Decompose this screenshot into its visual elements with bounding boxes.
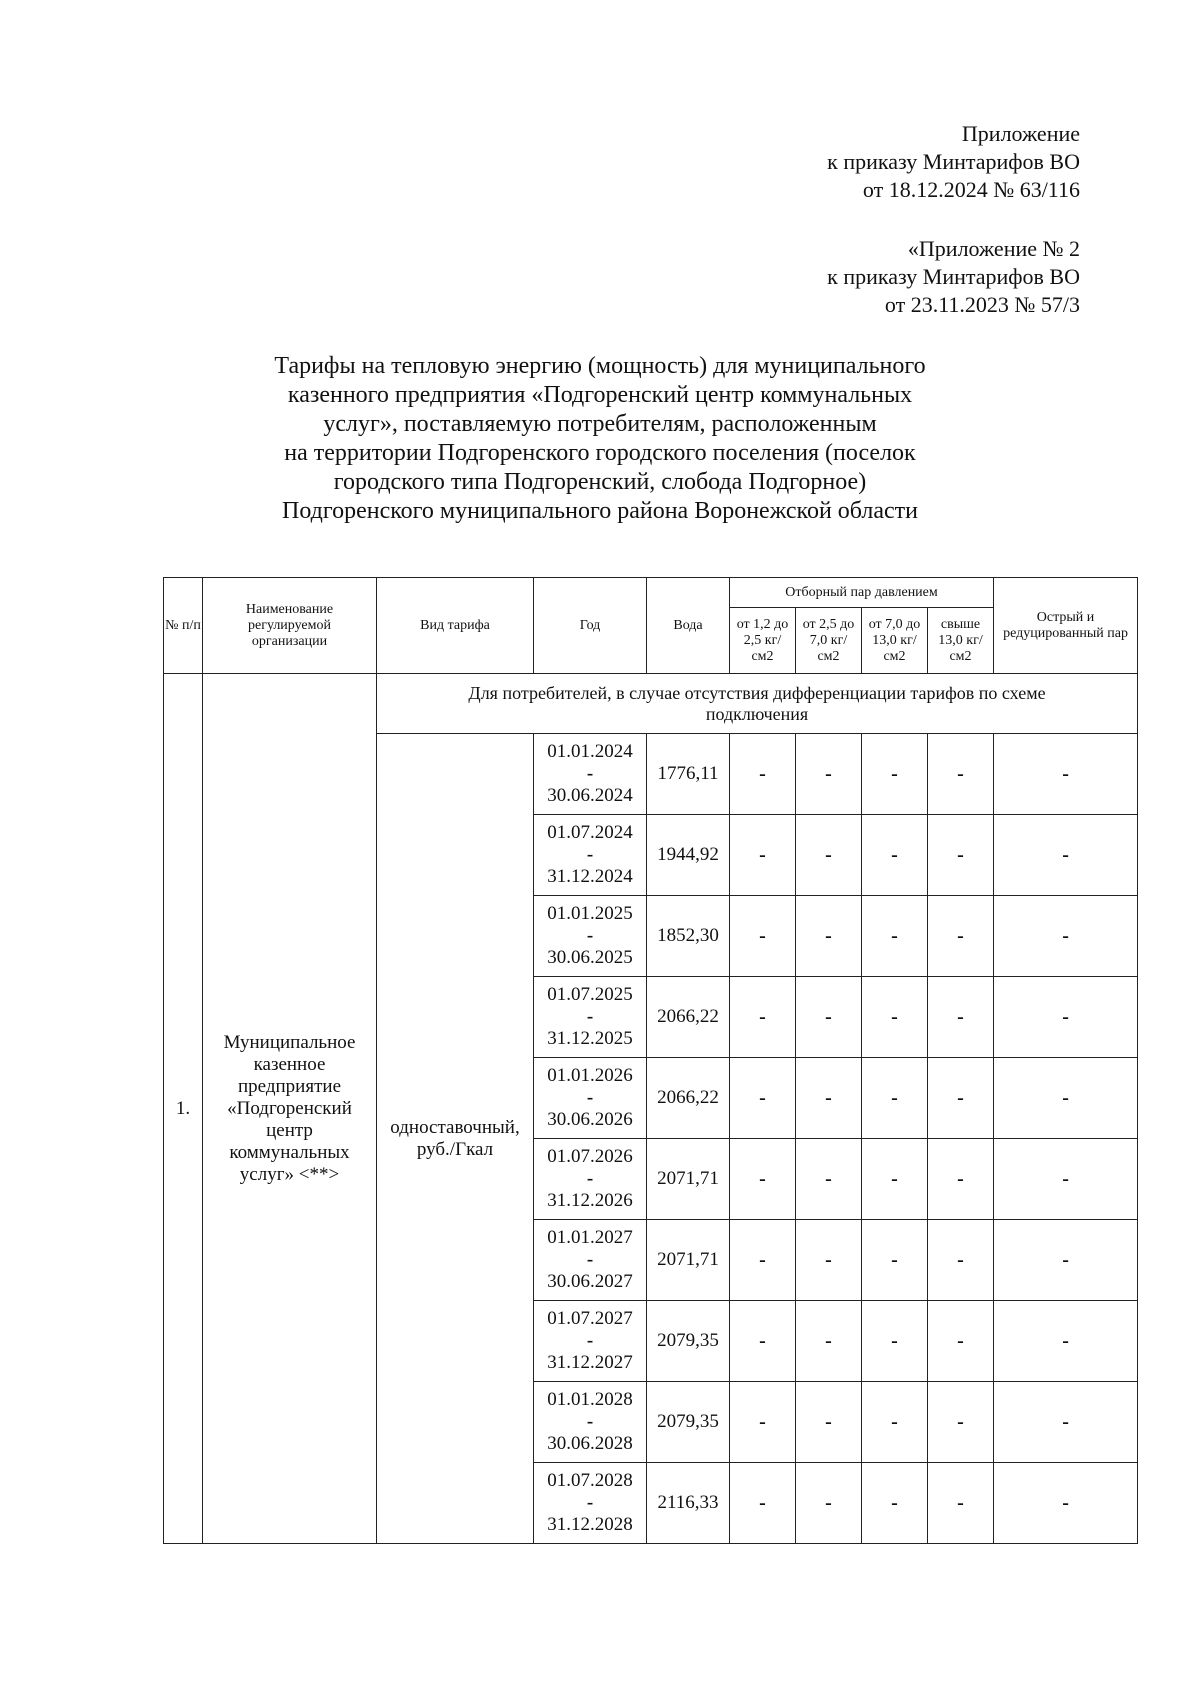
header-sharp-steam: Острый и редуцированный пар (994, 578, 1138, 674)
appendix-line: к приказу Минтарифов ВО (827, 264, 1080, 289)
steam2-tariff: - (796, 815, 862, 896)
steam1-tariff: - (730, 734, 796, 815)
steam1-tariff: - (730, 1382, 796, 1463)
water-tariff: 2071,71 (647, 1220, 730, 1301)
period-cell (534, 734, 647, 815)
header-steam-group: Отборный пар давлением (730, 578, 994, 608)
period-separator: - (586, 1249, 594, 1270)
header-year: Год (534, 578, 647, 674)
steam1-tariff: - (730, 1220, 796, 1301)
period-end: 30.06.2024 (547, 785, 633, 806)
header-steam-1: от 1,2 до 2,5 кг/см2 (730, 608, 796, 674)
sharp-tariff: - (994, 734, 1138, 815)
consumer-note: Для потребителей, в случае отсутствия дифференциации тарифов по схеме подключения (377, 674, 1138, 734)
steam4-tariff: - (928, 1220, 994, 1301)
steam3-tariff: - (862, 1220, 928, 1301)
title-line: Подгоренского муниципального района Воронежской области (281, 498, 919, 524)
period-end: 31.12.2026 (547, 1190, 633, 1211)
period-end: 30.06.2027 (547, 1271, 633, 1292)
period-end: 31.12.2027 (547, 1352, 633, 1373)
steam3-tariff: - (862, 1139, 928, 1220)
steam4-tariff: - (928, 734, 994, 815)
period-end: 31.12.2028 (547, 1514, 633, 1535)
appendix-line: Приложение (961, 121, 1080, 146)
original-appendix-reference (827, 235, 1080, 319)
period-cell (534, 1220, 647, 1301)
period-end: 30.06.2028 (547, 1433, 633, 1454)
steam3-tariff: - (862, 1382, 928, 1463)
steam1-tariff: - (730, 1463, 796, 1544)
period-start: 01.07.2027 (547, 1308, 633, 1329)
sharp-tariff: - (994, 1301, 1138, 1382)
water-tariff: 2116,33 (647, 1463, 730, 1544)
title-line: услуг», поставляемую потребителям, расположенным (323, 411, 877, 437)
water-tariff: 2079,35 (647, 1382, 730, 1463)
steam2-tariff: - (796, 896, 862, 977)
steam2-tariff: - (796, 1058, 862, 1139)
steam3-tariff: - (862, 734, 928, 815)
header-steam-3: от 7,0 до 13,0 кг/см2 (862, 608, 928, 674)
steam4-tariff: - (928, 1463, 994, 1544)
steam3-tariff: - (862, 1301, 928, 1382)
period-start: 01.01.2028 (547, 1389, 633, 1410)
period-start: 01.07.2024 (547, 822, 633, 843)
title-line: на территории Подгоренского городского поселения (поселок (284, 440, 916, 466)
steam4-tariff: - (928, 1382, 994, 1463)
water-tariff: 2071,71 (647, 1139, 730, 1220)
period-cell (534, 815, 647, 896)
steam4-tariff: - (928, 1058, 994, 1139)
period-cell (534, 977, 647, 1058)
tariff-type: одноставочный, руб./Гкал (377, 734, 534, 1544)
sharp-tariff: - (994, 1139, 1138, 1220)
water-tariff: 2066,22 (647, 977, 730, 1058)
period-end: 30.06.2026 (547, 1109, 633, 1130)
period-separator: - (586, 1087, 594, 1108)
header-steam-4: свыше 13,0 кг/см2 (928, 608, 994, 674)
period-cell (534, 1139, 647, 1220)
period-separator: - (586, 925, 594, 946)
document-title (220, 352, 980, 526)
period-separator: - (586, 1168, 594, 1189)
water-tariff: 2066,22 (647, 1058, 730, 1139)
note-row (164, 674, 1138, 734)
period-end: 30.06.2025 (547, 947, 633, 968)
steam3-tariff: - (862, 896, 928, 977)
period-separator: - (586, 1492, 594, 1513)
period-separator: - (586, 844, 594, 865)
water-tariff: 2079,35 (647, 1301, 730, 1382)
steam1-tariff: - (730, 1058, 796, 1139)
header-tariff-type: Вид тарифа (377, 578, 534, 674)
period-separator: - (586, 1006, 594, 1027)
title-line: казенного предприятия «Подгоренский центр коммунальных (287, 382, 913, 408)
period-separator: - (586, 1411, 594, 1432)
steam1-tariff: - (730, 815, 796, 896)
sharp-tariff: - (994, 896, 1138, 977)
sharp-tariff: - (994, 815, 1138, 896)
period-start: 01.01.2024 (547, 741, 633, 762)
steam2-tariff: - (796, 1301, 862, 1382)
period-start: 01.07.2026 (547, 1146, 633, 1167)
period-cell (534, 896, 647, 977)
period-cell (534, 1463, 647, 1544)
steam1-tariff: - (730, 1139, 796, 1220)
steam3-tariff: - (862, 1463, 928, 1544)
period-cell (534, 1301, 647, 1382)
steam3-tariff: - (862, 1058, 928, 1139)
steam2-tariff: - (796, 1463, 862, 1544)
header-number: № п/п (164, 578, 203, 674)
row-number: 1. (164, 674, 203, 1544)
title-line: городского типа Подгоренский, слобода Подгорное) (333, 469, 867, 495)
period-start: 01.07.2028 (547, 1470, 633, 1491)
steam4-tariff: - (928, 896, 994, 977)
header-steam-2: от 2,5 до 7,0 кг/см2 (796, 608, 862, 674)
steam4-tariff: - (928, 1139, 994, 1220)
tariff-table (163, 577, 1138, 1544)
period-cell (534, 1382, 647, 1463)
steam1-tariff: - (730, 977, 796, 1058)
sharp-tariff: - (994, 1058, 1138, 1139)
steam3-tariff: - (862, 815, 928, 896)
header-water: Вода (647, 578, 730, 674)
steam2-tariff: - (796, 1139, 862, 1220)
steam2-tariff: - (796, 734, 862, 815)
steam3-tariff: - (862, 977, 928, 1058)
steam4-tariff: - (928, 815, 994, 896)
appendix-line: от 18.12.2024 № 63/116 (862, 177, 1080, 202)
sharp-tariff: - (994, 1220, 1138, 1301)
steam1-tariff: - (730, 896, 796, 977)
header-row (164, 578, 1138, 608)
water-tariff: 1852,30 (647, 896, 730, 977)
title-line: Тарифы на тепловую энергию (мощность) для муниципального (274, 353, 926, 379)
steam1-tariff: - (730, 1301, 796, 1382)
steam4-tariff: - (928, 977, 994, 1058)
sharp-tariff: - (994, 977, 1138, 1058)
steam2-tariff: - (796, 1220, 862, 1301)
steam2-tariff: - (796, 1382, 862, 1463)
organization-name: Муниципальное казенное предприятие «Подгоренский центр коммунальных услуг» <**> (203, 674, 377, 1544)
period-separator: - (586, 763, 594, 784)
sharp-tariff: - (994, 1463, 1138, 1544)
appendix-reference (827, 120, 1080, 204)
sharp-tariff: - (994, 1382, 1138, 1463)
water-tariff: 1944,92 (647, 815, 730, 896)
period-start: 01.01.2026 (547, 1065, 633, 1086)
steam2-tariff: - (796, 977, 862, 1058)
period-end: 31.12.2025 (547, 1028, 633, 1049)
period-start: 01.01.2025 (547, 903, 633, 924)
period-start: 01.07.2025 (547, 984, 633, 1005)
water-tariff: 1776,11 (647, 734, 730, 815)
header-organization: Наименование регулируемой организации (203, 578, 377, 674)
period-cell (534, 1058, 647, 1139)
appendix-line: к приказу Минтарифов ВО (827, 149, 1080, 174)
appendix-line: «Приложение № 2 (907, 236, 1080, 261)
period-end: 31.12.2024 (547, 866, 633, 887)
steam4-tariff: - (928, 1301, 994, 1382)
period-separator: - (586, 1330, 594, 1351)
period-start: 01.01.2027 (547, 1227, 633, 1248)
appendix-line: от 23.11.2023 № 57/3 (884, 292, 1080, 317)
